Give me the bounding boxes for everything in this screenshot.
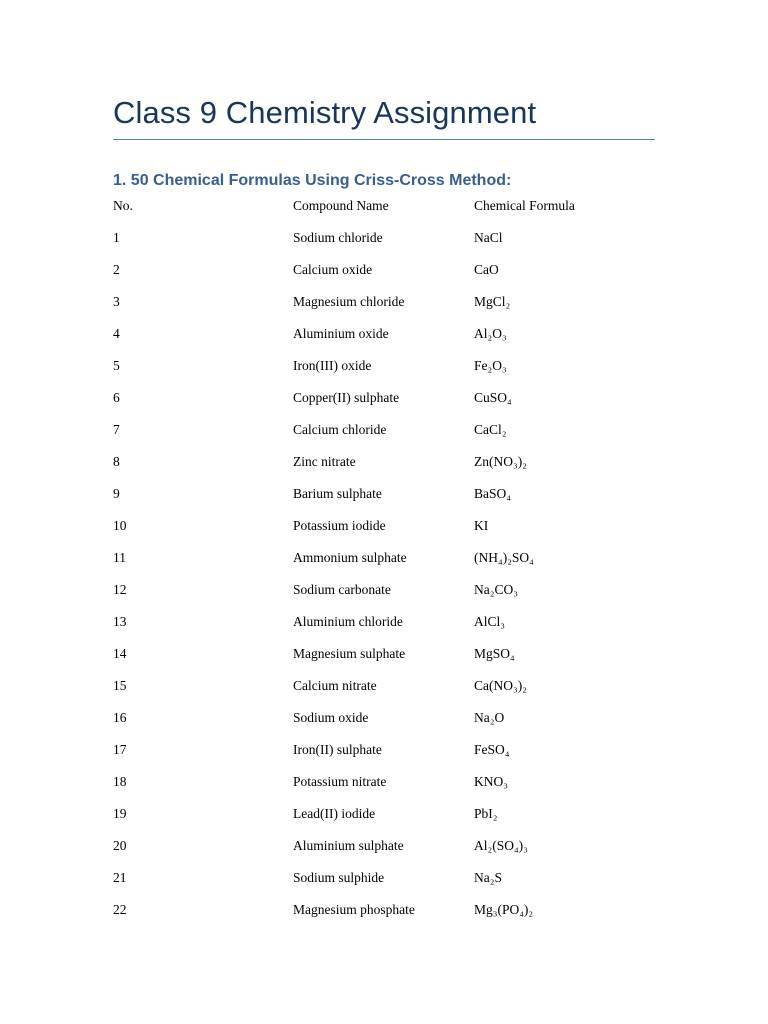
row-number: 6 [113, 390, 120, 405]
chemical-formula: Zn(NO₃)₂ [474, 454, 527, 469]
table-row [113, 707, 655, 739]
table-row [113, 419, 655, 451]
table-header-row [113, 195, 655, 227]
table-row [113, 771, 655, 803]
compound-name: Aluminium oxide [293, 326, 389, 341]
chemical-formula: Al₂(SO₄)₃ [474, 838, 528, 853]
row-number: 13 [113, 614, 127, 629]
row-number: 19 [113, 806, 127, 821]
table-row [113, 547, 655, 579]
table-row [113, 611, 655, 643]
compound-name: Sodium chloride [293, 230, 383, 245]
chemical-formula: CuSO₄ [474, 390, 512, 405]
compound-name: Calcium chloride [293, 422, 387, 437]
table-row [113, 483, 655, 515]
table-row [113, 867, 655, 899]
row-number: 17 [113, 742, 127, 757]
chemical-formula: Na₂CO₃ [474, 582, 518, 597]
table-row [113, 675, 655, 707]
chemical-formula: BaSO₄ [474, 486, 511, 501]
row-number: 21 [113, 870, 127, 885]
compound-name: Lead(II) iodide [293, 806, 376, 821]
row-number: 12 [113, 582, 127, 597]
compound-name: Potassium iodide [293, 518, 386, 533]
table-body [113, 227, 655, 931]
table-row [113, 803, 655, 835]
section-heading: 1. 50 Chemical Formulas Using Criss-Cross Method: [113, 172, 512, 189]
header-no: No. [113, 198, 133, 213]
header-chemical-formula: Chemical Formula [474, 198, 575, 213]
row-number: 4 [113, 326, 120, 341]
compound-name: Barium sulphate [293, 486, 382, 501]
table-row [113, 515, 655, 547]
table-row [113, 579, 655, 611]
chemical-formula: KI [474, 518, 489, 533]
compound-name: Potassium nitrate [293, 774, 387, 789]
row-number: 20 [113, 838, 127, 853]
chemical-formula: (NH₄)₂SO₄ [474, 550, 534, 565]
row-number: 11 [113, 550, 126, 565]
compound-name: Iron(III) oxide [293, 358, 372, 373]
row-number: 2 [113, 262, 120, 277]
row-number: 5 [113, 358, 120, 373]
row-number: 10 [113, 518, 127, 533]
title-underline [113, 139, 655, 140]
chemical-formula: Ca(NO₃)₂ [474, 678, 527, 693]
table-row [113, 259, 655, 291]
row-number: 9 [113, 486, 120, 501]
chemical-formula: AlCl₃ [474, 614, 505, 629]
chemical-formula: MgSO₄ [474, 646, 515, 661]
table-row [113, 323, 655, 355]
compound-name: Zinc nitrate [293, 454, 356, 469]
chemical-formula: CaO [474, 262, 499, 277]
table-row [113, 355, 655, 387]
row-number: 22 [113, 902, 127, 917]
chemical-formula: Fe₂O₃ [474, 358, 507, 373]
compound-name: Magnesium chloride [293, 294, 405, 309]
chemical-formula: Na₂O [474, 710, 505, 725]
formula-table [113, 195, 655, 931]
table-row [113, 835, 655, 867]
header-compound-name: Compound Name [293, 198, 389, 213]
chemical-formula: Na₂S [474, 870, 502, 885]
chemical-formula: FeSO₄ [474, 742, 510, 757]
table-row [113, 387, 655, 419]
chemical-formula: PbI₂ [474, 806, 498, 821]
chemical-formula: CaCl₂ [474, 422, 507, 437]
row-number: 1 [113, 230, 120, 245]
row-number: 14 [113, 646, 127, 661]
table-row [113, 739, 655, 771]
compound-name: Sodium sulphide [293, 870, 385, 885]
compound-name: Magnesium sulphate [293, 646, 406, 661]
table-row [113, 451, 655, 483]
document-title: Class 9 Chemistry Assignment [113, 95, 537, 130]
chemical-formula: KNO₃ [474, 774, 508, 789]
compound-name: Ammonium sulphate [293, 550, 407, 565]
chemical-formula: Al₂O₃ [474, 326, 507, 341]
compound-name: Calcium oxide [293, 262, 373, 277]
table-row [113, 291, 655, 323]
table-row [113, 899, 655, 931]
row-number: 15 [113, 678, 127, 693]
row-number: 8 [113, 454, 120, 469]
row-number: 7 [113, 422, 120, 437]
compound-name: Sodium carbonate [293, 582, 391, 597]
compound-name: Sodium oxide [293, 710, 369, 725]
row-number: 18 [113, 774, 127, 789]
compound-name: Copper(II) sulphate [293, 390, 400, 405]
row-number: 16 [113, 710, 127, 725]
compound-name: Calcium nitrate [293, 678, 377, 693]
compound-name: Iron(II) sulphate [293, 742, 382, 757]
compound-name: Aluminium chloride [293, 614, 403, 629]
table-row [113, 227, 655, 259]
chemical-formula: Mg₃(PO₄)₂ [474, 902, 534, 917]
row-number: 3 [113, 294, 120, 309]
compound-name: Magnesium phosphate [293, 902, 415, 917]
table-row [113, 643, 655, 675]
chemical-formula: NaCl [474, 230, 503, 245]
chemical-formula: MgCl₂ [474, 294, 511, 309]
compound-name: Aluminium sulphate [293, 838, 404, 853]
